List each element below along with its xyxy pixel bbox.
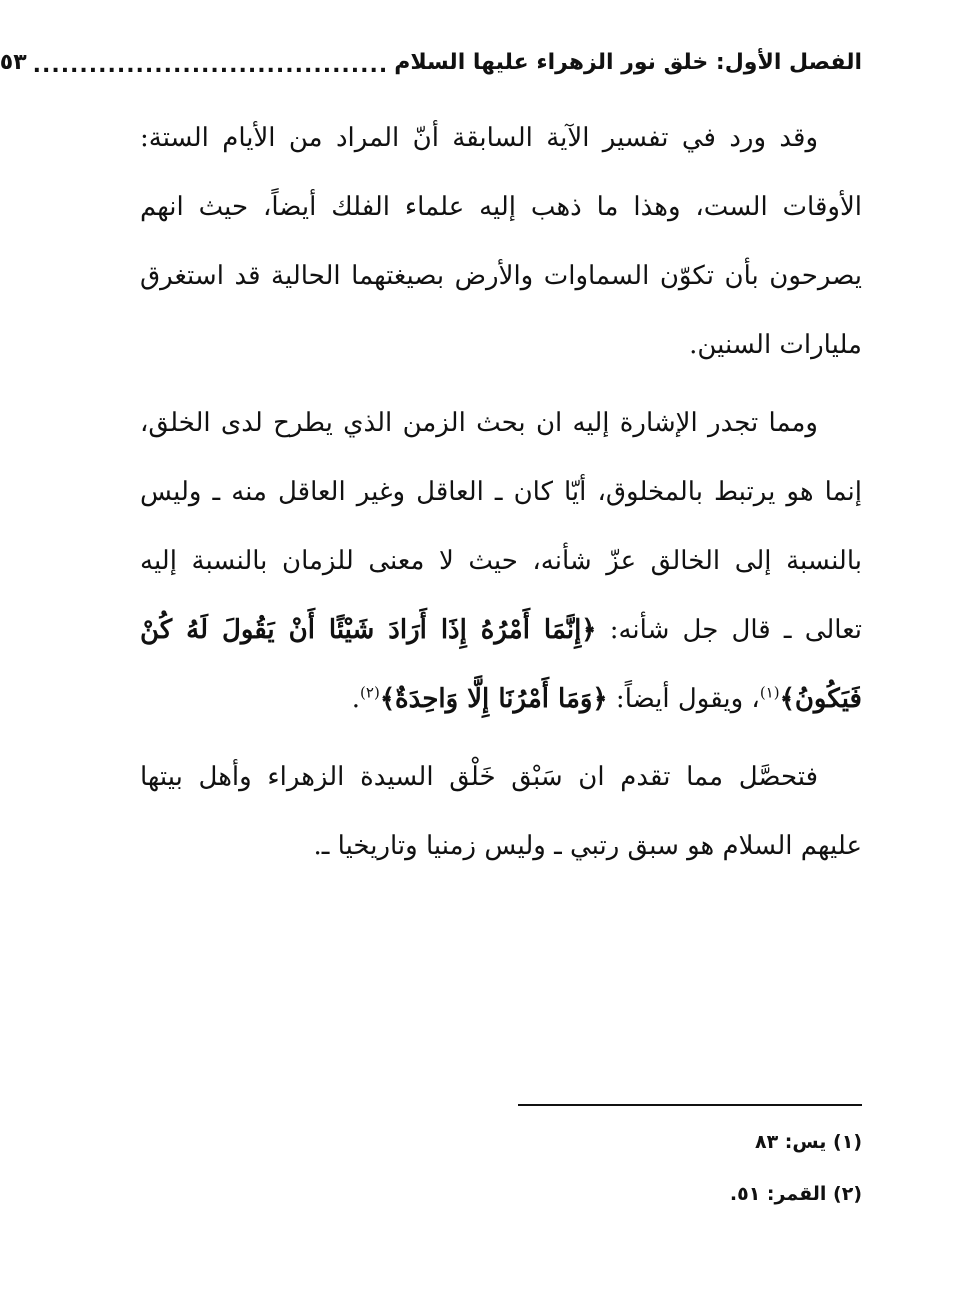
- footnote-1: (١) يس: ٨٣: [754, 1131, 862, 1153]
- paragraph-2-text-end: .: [351, 684, 361, 714]
- page-number: ٥٣: [0, 49, 27, 75]
- footnote-ref-1: (١): [759, 683, 780, 702]
- quran-verse-1: ﴿إِنَّمَا أَمْرُهُ إِذَا أَرَادَ شَيْئًا أَنْ يَقُولَ لَهُ كُنْ فَيَكُونُ﴾: [140, 615, 862, 714]
- quran-verse-2: ﴿وَمَا أَمْرُنَا إِلَّا وَاحِدَةٌ﴾: [379, 684, 608, 714]
- footnote-2: (٢) القمر: ٥١.: [729, 1183, 862, 1205]
- leader-dots: ......................................: [32, 53, 389, 78]
- footnote-ref-2: (٢): [360, 683, 380, 702]
- running-header: [0, 42, 862, 82]
- main-text: [140, 104, 862, 881]
- paragraph-3: فتحصَّل مما تقدم ان سَبْق خَلْق السيدة الزهراء وأهل بيتها عليهم السلام هو سبق رتبي ـ وليس زمنيا وتاريخيا ـ.: [140, 762, 862, 861]
- paragraph-2-text-start: ومما تجدر الإشارة إليه ان بحث الزمن الذي يطرح لدى الخلق، إنما هو يرتبط بالمخلوق، أيّا كان ـ العاقل وغير العاقل منه ـ وليس بالنسبة إلى الخالق عزّ شأنه، حيث لا معنى للزمان بالنسبة إليه تعالى ـ قال جل شأنه:: [140, 408, 862, 645]
- paragraph-2-text-middle: ، ويقول أيضاً:: [607, 684, 760, 714]
- footnote-divider: [518, 1104, 862, 1106]
- chapter-title: الفصل الأول: خلق نور الزهراء عليها السلام: [394, 49, 862, 75]
- paragraph-1: وقد ورد في تفسير الآية السابقة أنّ المراد من الأيام الستة: الأوقات الست، وهذا ما ذهب إليه علماء الفلك أيضاً، حيث انهم يصرحون بأن تكوّن السماوات والأرض بصيغتهما الحالية قد استغرق مليارات السنين.: [140, 123, 862, 360]
- paragraph-2: [140, 389, 862, 734]
- footnotes: [140, 1124, 862, 1228]
